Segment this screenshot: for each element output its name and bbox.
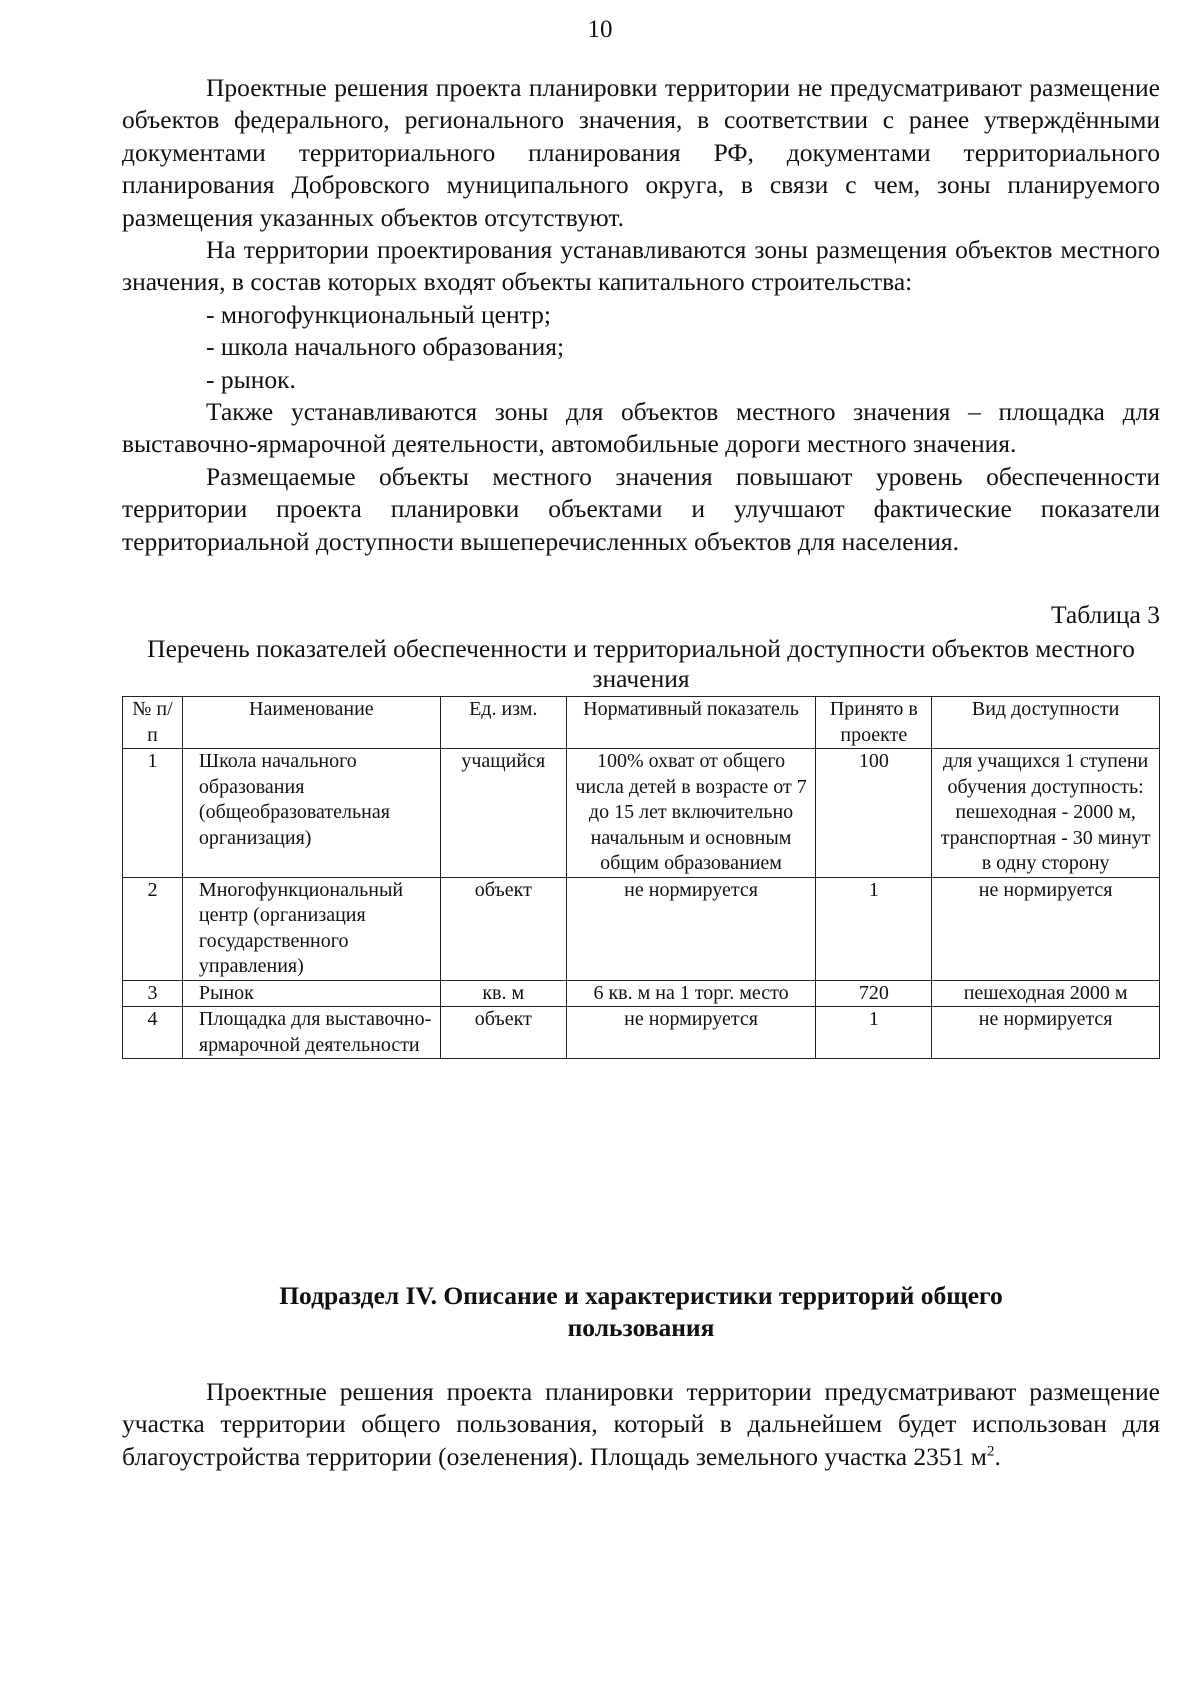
public-area-text: Проектные решения проекта планировки территории предусматривают размещение участка территории общего пользования, который в дальнейшем будет использован для благоустройства территории (озеленения). Площадь земельного участка 2351 м [122,1377,1160,1471]
header-name: Наименование [182,697,440,749]
section-heading-line2: пользования [567,1313,715,1342]
cell-norm: 6 кв. м на 1 торг. место [566,980,816,1007]
cell-name: Многофункциональный центр (организация государственного управления) [182,877,440,980]
bullet-school: - школа начального образования; [206,332,565,362]
cell-name: Школа начального образования (общеобразовательная организация) [182,749,440,878]
cell-accepted: 1 [816,1007,932,1059]
paragraph-public-area [122,1376,1160,1473]
table-title: Перечень показателей обеспеченности и территориальной доступности объектов местного значения [147,634,1135,693]
paragraph-federal-objects: Проектные решения проекта планировки территории не предусматривают размещение объектов федерального, регионального значения, в соответствии с ранее утверждёнными документами территориального планирования РФ, документами территориального планирования Добровского муниципального округа, в связи с чем, зоны планируемого размещения указанных объектов отсутствуют. [122,73,1160,232]
table-row [123,980,1160,1007]
section-heading [122,1280,1160,1344]
section-heading-line1: Подраздел IV. Описание и характеристики территорий общего [279,1281,1003,1310]
cell-accepted: 720 [816,980,932,1007]
intro-text [122,72,1160,558]
header-access: Вид доступности [932,697,1160,749]
indicators-table [122,696,1160,1059]
cell-name: Рынок [182,980,440,1007]
cell-num: 3 [123,980,183,1007]
cell-num: 1 [123,749,183,878]
cell-accepted: 100 [816,749,932,878]
page-number: 10 [587,16,613,43]
cell-unit: объект [440,1007,566,1059]
public-area-period: . [994,1441,1001,1471]
header-norm: Нормативный показатель [566,697,816,749]
cell-access: не нормируется [932,877,1160,980]
cell-num: 2 [123,877,183,980]
paragraph-provision-level: Размещаемые объекты местного значения повышают уровень обеспеченности территории проекта планировки объектами и улучшают фактические показатели территориальной доступности вышеперечисленных объектов для населения. [122,461,1160,556]
cell-unit: кв. м [440,980,566,1007]
cell-num: 4 [123,1007,183,1059]
table-header-row [123,697,1160,749]
cell-access: не нормируется [932,1007,1160,1059]
paragraph-exhibition-zone: Также устанавливаются зоны для объектов местного значения – площадка для выставочно-ярмарочной деятельности, автомобильные дороги местного значения. [122,397,1160,459]
cell-access: пешеходная 2000 м [932,980,1160,1007]
cell-norm: 100% охват от общего числа детей в возрасте от 7 до 15 лет включительно начальным и основным общим образованием [566,749,816,878]
table-row [123,749,1160,878]
table-row [123,877,1160,980]
section-text [122,1376,1160,1473]
bullet-market: - рынок. [206,364,296,394]
header-num: № п/п [123,697,183,749]
cell-name: Площадка для выставочно-ярмарочной деятельности [182,1007,440,1059]
cell-unit: объект [440,877,566,980]
bullet-mfc: - многофункциональный центр; [206,299,551,329]
header-accepted: Принято в проекте [816,697,932,749]
cell-norm: не нормируется [566,877,816,980]
cell-access: для учащихся 1 ступени обучения доступность: пешеходная - 2000 м, транспортная - 30 минут в одну сторону [932,749,1160,878]
table-caption: Таблица 3 [1050,600,1160,629]
table-row [123,1007,1160,1059]
area-exponent: 2 [986,1443,995,1460]
paragraph-local-zones: На территории проектирования устанавливаются зоны размещения объектов местного значения, в состав которых входят объекты капитального строительства: [122,235,1160,297]
cell-unit: учащийся [440,749,566,878]
cell-norm: не нормируется [566,1007,816,1059]
cell-accepted: 1 [816,877,932,980]
header-unit: Ед. изм. [440,697,566,749]
